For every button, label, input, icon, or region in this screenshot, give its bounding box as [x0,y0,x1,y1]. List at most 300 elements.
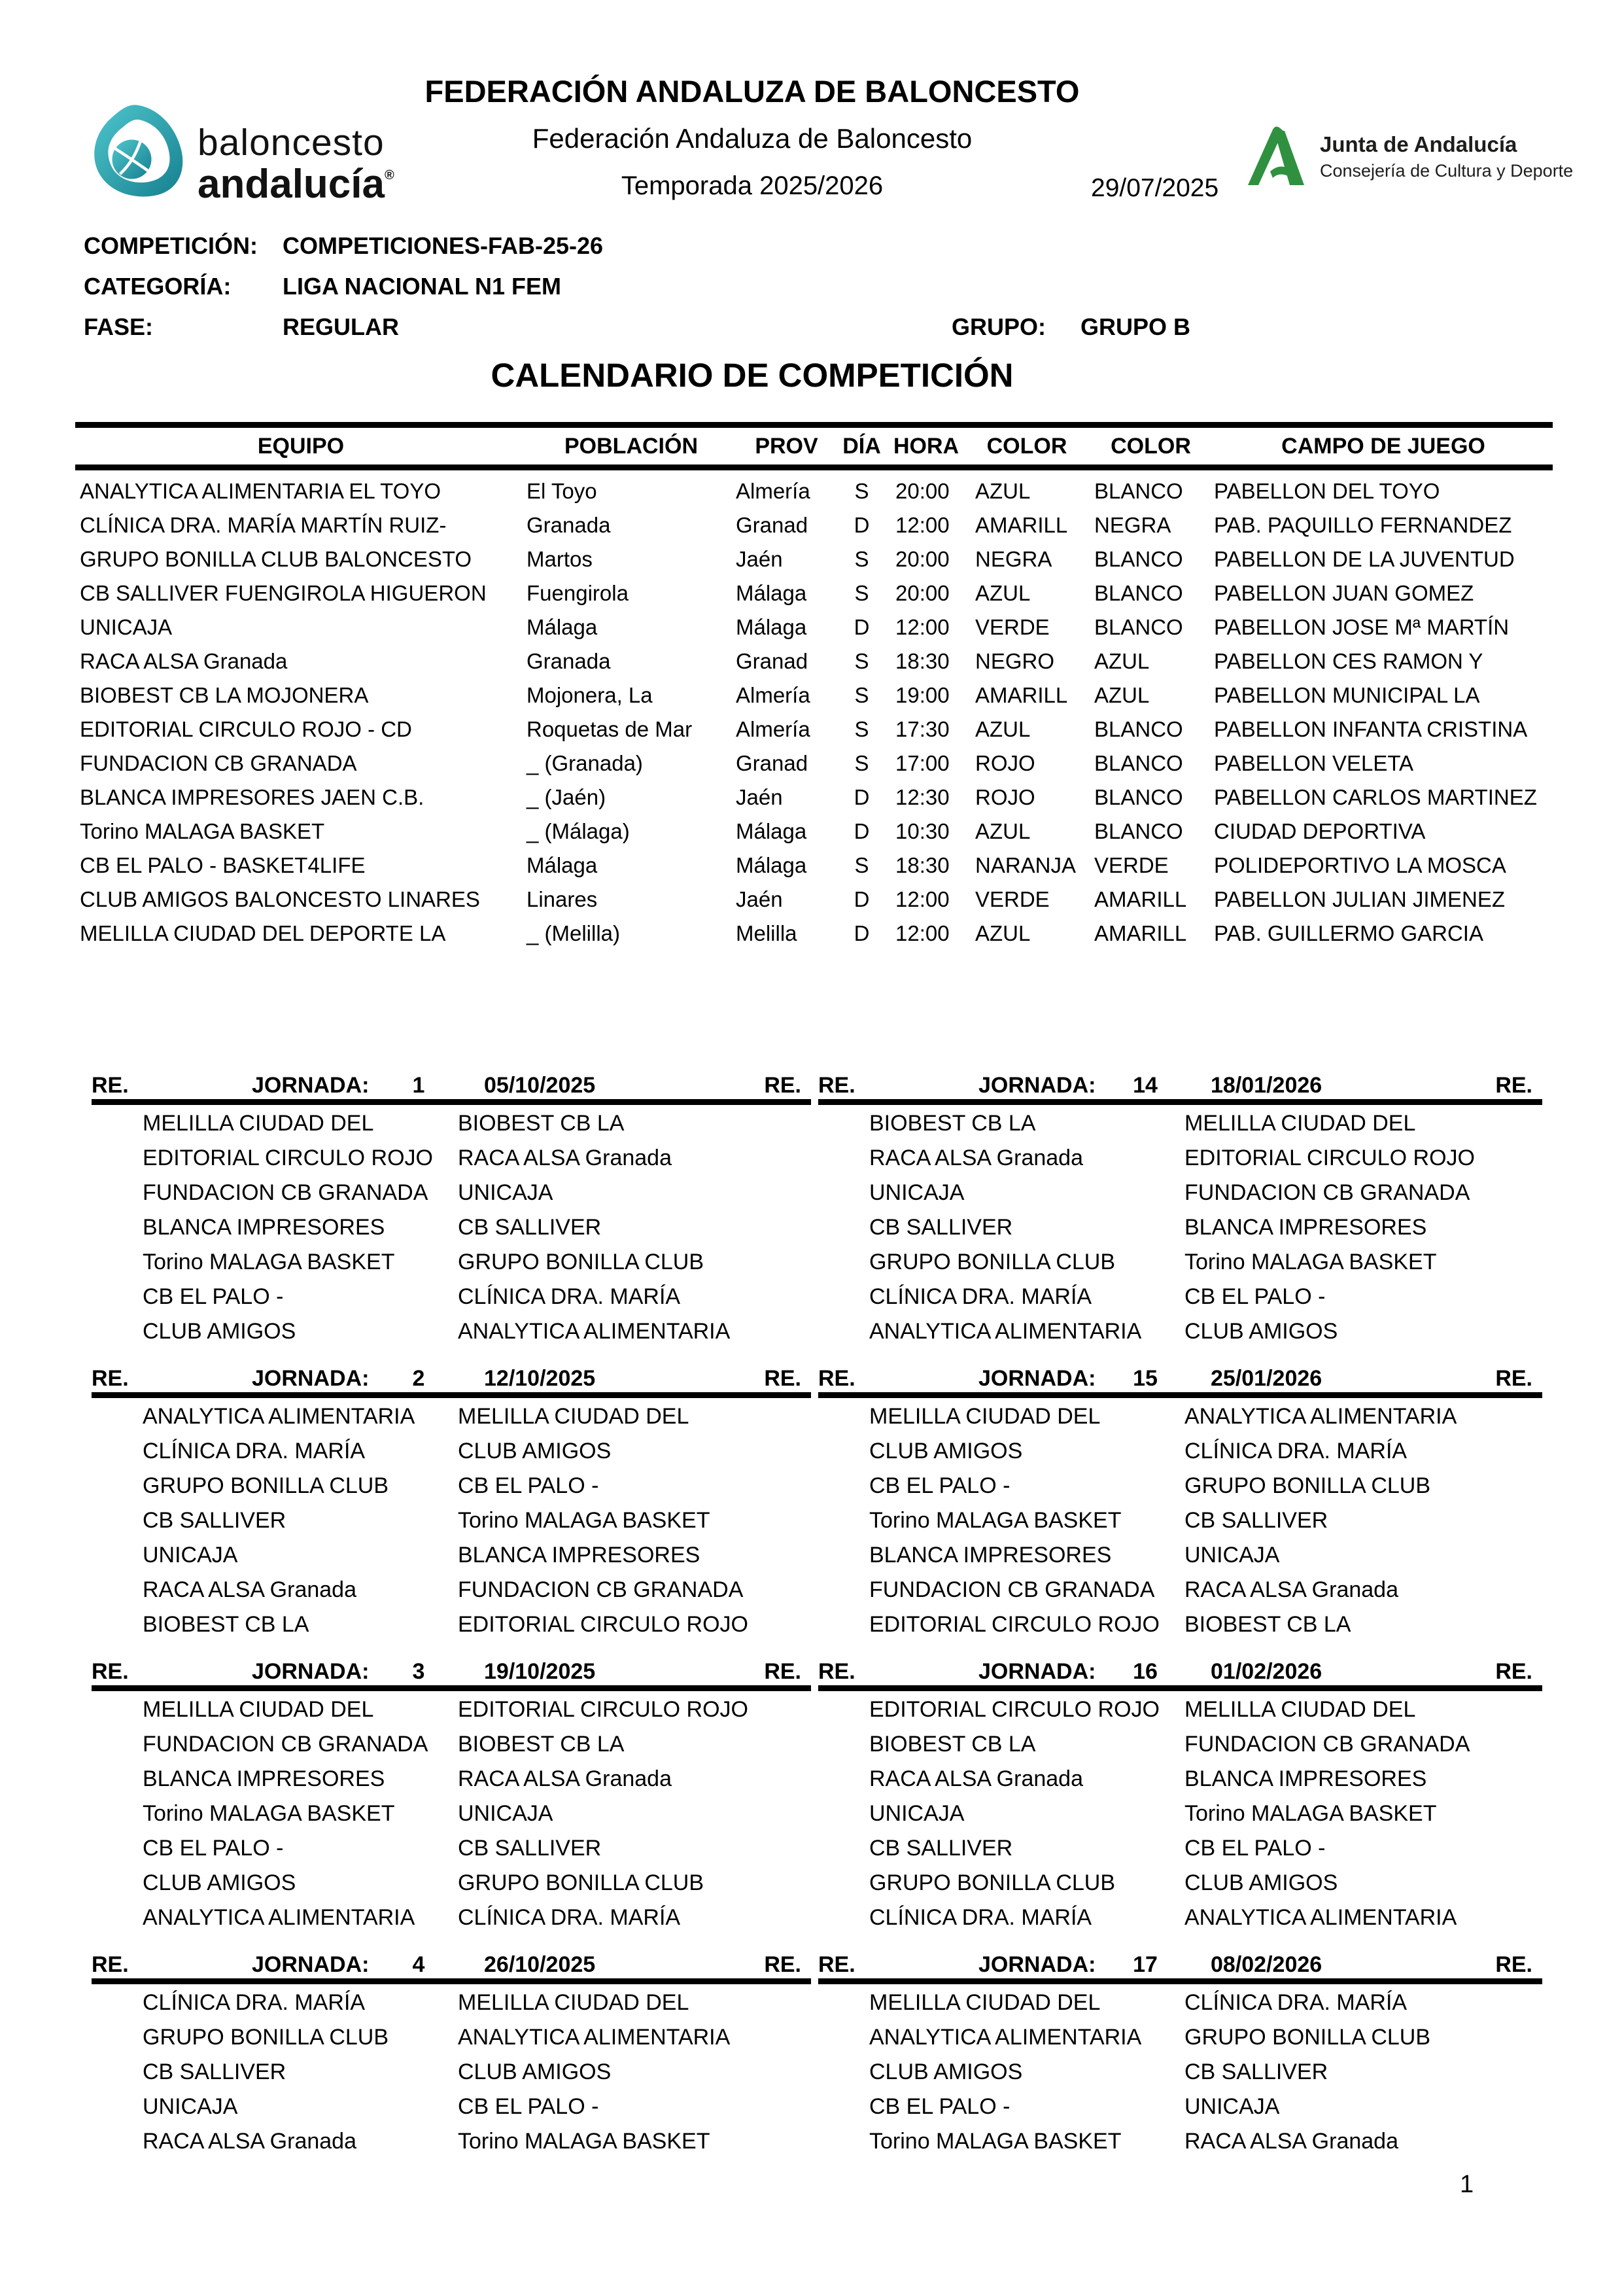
match-row [92,1692,811,1727]
competition-label: COMPETICIÓN: [84,232,258,259]
cell-equipo: CB EL PALO - BASKET4LIFE [80,853,366,877]
registered-mark: ® [385,168,394,183]
away-team: ANALYTICA ALIMENTARIA [458,2025,731,2050]
home-team: BIOBEST CB LA [869,1732,1036,1757]
match-row [92,1106,811,1141]
away-team: MELILLA CIUDAD DEL [1184,1697,1416,1722]
cell-color-1: AZUL [975,479,1031,503]
cell-color-1: ROJO [975,751,1035,775]
cell-prov: Almería [736,717,810,741]
jornada-date: 01/02/2026 [1211,1659,1322,1684]
col-header-hora: HORA [893,433,959,459]
result-column-label-right: RE. [764,1952,801,1977]
cell-dia: S [854,853,869,877]
jornada-header [92,1366,811,1392]
cell-poblacion: Linares [527,887,598,911]
result-column-label-right: RE. [764,1366,801,1391]
cell-campo: PAB. PAQUILLO FERNANDEZ [1214,513,1512,537]
cell-color-2: AMARILL [1094,921,1187,945]
away-team: EDITORIAL CIRCULO ROJO [458,1697,748,1722]
cell-campo: PABELLON JOSE Mª MARTÍN [1214,615,1510,639]
junta-text [1320,132,1573,181]
cell-hora: 20:00 [895,547,950,571]
cell-dia: S [854,479,869,503]
home-team: MELILLA CIUDAD DEL [869,1404,1101,1429]
logo-wordmark-line1: baloncesto [198,122,385,164]
match-row [818,1210,1542,1245]
phase-value: REGULAR [283,313,399,340]
match-row [818,1692,1542,1727]
table-row [75,849,1553,883]
col-header-poblacion: POBLACIÓN [564,433,698,459]
category-value: LIGA NACIONAL N1 FEM [283,273,562,300]
table-row [75,746,1553,780]
result-column-label-right: RE. [764,1073,801,1098]
home-team: ANALYTICA ALIMENTARIA [869,1319,1142,1344]
cell-color-2: AZUL [1094,649,1150,673]
away-team: EDITORIAL CIRCULO ROJO [458,1612,748,1637]
home-team: GRUPO BONILLA CLUB [869,1250,1116,1274]
jornada-rule [92,1099,811,1105]
jornada-rule [92,1392,811,1398]
away-team: CB EL PALO - [1184,1284,1326,1309]
cell-poblacion: _ (Granada) [527,751,643,775]
home-team: FUNDACION CB GRANADA [143,1732,428,1757]
match-row [818,1538,1542,1573]
home-team: BIOBEST CB LA [869,1111,1036,1136]
away-team: GRUPO BONILLA CLUB [458,1870,704,1895]
match-row [92,2090,811,2124]
cell-prov: Granad [736,513,808,537]
match-row [92,1503,811,1538]
result-column-label-left: RE. [818,1952,855,1977]
match-row [92,1573,811,1607]
page-number: 1 [1460,2171,1474,2198]
away-team: CLÍNICA DRA. MARÍA [1184,1990,1408,2015]
match-row [818,1986,1542,2020]
cell-poblacion: Granada [527,649,611,673]
jornada-block [92,1073,811,1349]
cell-poblacion: Martos [527,547,593,571]
home-team: CLUB AMIGOS [869,1439,1023,1463]
cell-campo: PABELLON VELETA [1214,751,1414,775]
away-team: FUNDACION CB GRANADA [458,1577,744,1602]
away-team: CLUB AMIGOS [458,1439,612,1463]
result-column-label-left: RE. [92,1952,129,1977]
junta-andalucia-icon [1243,123,1308,188]
cell-dia: D [854,785,870,809]
jornada-rule [818,1099,1542,1105]
jornada-date: 12/10/2025 [484,1366,596,1391]
cell-dia: D [854,887,870,911]
match-row [92,1434,811,1469]
home-team: CLÍNICA DRA. MARÍA [869,1905,1092,1930]
match-row [818,1245,1542,1280]
jornada-label: JORNADA: [252,1659,370,1684]
match-row [92,1727,811,1762]
home-team: CB SALLIVER [143,2059,286,2084]
jornada-header [92,1659,811,1685]
cell-color-1: AMARILL [975,683,1068,707]
table-row [75,474,1553,508]
cell-prov: Jaén [736,547,783,571]
cell-poblacion: _ (Melilla) [527,921,621,945]
print-date: 29/07/2025 [1091,174,1219,202]
jornada-label: JORNADA: [978,1366,1096,1391]
away-team: ANALYTICA ALIMENTARIA [458,1319,731,1344]
match-row [92,1762,811,1796]
cell-color-2: BLANCO [1094,479,1183,503]
jornada-block [818,1952,1542,2159]
cell-dia: S [854,581,869,605]
home-team: CB EL PALO - [869,1473,1011,1498]
away-team: RACA ALSA Granada [458,1766,672,1791]
cell-color-2: AMARILL [1094,887,1187,911]
cell-dia: D [854,921,870,945]
cell-color-1: AMARILL [975,513,1068,537]
home-team: UNICAJA [143,1543,238,1568]
cell-hora: 12:00 [895,921,950,945]
match-row [92,1176,811,1210]
away-team: CB EL PALO - [1184,1836,1326,1861]
match-row [92,1796,811,1831]
cell-hora: 20:00 [895,581,950,605]
away-team: FUNDACION CB GRANADA [1184,1180,1470,1205]
cell-dia: D [854,819,870,843]
away-team: ANALYTICA ALIMENTARIA [1184,1905,1457,1930]
jornada-matches [92,1106,811,1349]
jornada-label: JORNADA: [978,1659,1096,1684]
cell-poblacion: Fuengirola [527,581,629,605]
competition-value: COMPETICIONES-FAB-25-26 [283,232,604,259]
home-team: ANALYTICA ALIMENTARIA [869,2025,1142,2050]
cell-color-2: BLANCO [1094,717,1183,741]
home-team: UNICAJA [869,1180,965,1205]
table-rule-top [75,422,1553,428]
col-header-dia: DÍA [842,433,881,459]
jornada-matches [92,1692,811,1935]
home-team: EDITORIAL CIRCULO ROJO [869,1612,1160,1637]
jornada-label: JORNADA: [252,1366,370,1391]
jornada-block [92,1659,811,1935]
home-team: UNICAJA [143,2094,238,2119]
result-column-label-right: RE. [1495,1659,1532,1684]
jornada-block [92,1366,811,1642]
table-row [75,542,1553,576]
jornada-rule [818,1978,1542,1984]
away-team: CLUB AMIGOS [458,2059,612,2084]
away-team: UNICAJA [1184,1543,1280,1568]
home-team: RACA ALSA Granada [143,1577,356,1602]
home-team: CLUB AMIGOS [869,2059,1023,2084]
home-team: CB EL PALO - [869,2094,1011,2119]
away-team: RACA ALSA Granada [1184,1577,1398,1602]
jornada-block [818,1366,1542,1642]
cell-color-1: AZUL [975,581,1031,605]
jornada-matches [818,1986,1542,2159]
result-column-label-left: RE. [92,1659,129,1684]
jornada-matches [818,1106,1542,1349]
table-header-row [75,428,1553,464]
jornada-number: 16 [1133,1659,1158,1684]
phase-label: FASE: [84,313,154,340]
home-team: CLUB AMIGOS [143,1319,296,1344]
match-row [818,1399,1542,1434]
away-team: RACA ALSA Granada [1184,2129,1398,2154]
home-team: FUNDACION CB GRANADA [869,1577,1155,1602]
result-column-label-left: RE. [818,1073,855,1098]
match-row [92,1280,811,1314]
cell-prov: Jaén [736,785,783,809]
home-team: GRUPO BONILLA CLUB [143,2025,389,2050]
away-team: ANALYTICA ALIMENTARIA [1184,1404,1457,1429]
jornada-rule [818,1392,1542,1398]
jornada-date: 19/10/2025 [484,1659,596,1684]
result-column-label-left: RE. [818,1659,855,1684]
cell-color-1: AZUL [975,819,1031,843]
home-team: ANALYTICA ALIMENTARIA [143,1905,415,1930]
home-team: MELILLA CIUDAD DEL [869,1990,1101,2015]
jornada-date: 05/10/2025 [484,1073,596,1098]
away-team: BIOBEST CB LA [458,1111,625,1136]
cell-campo: PABELLON CES RAMON Y [1214,649,1483,673]
cell-color-2: BLANCO [1094,819,1183,843]
cell-equipo: BIOBEST CB LA MOJONERA [80,683,369,707]
home-team: CB SALLIVER [869,1836,1013,1861]
away-team: GRUPO BONILLA CLUB [1184,1473,1431,1498]
cell-prov: Almería [736,479,810,503]
home-team: RACA ALSA Granada [869,1766,1083,1791]
baloncesto-andalucia-logo-icon [90,103,188,201]
cell-campo: PABELLON INFANTA CRISTINA [1214,717,1528,741]
cell-prov: Almería [736,683,810,707]
cell-color-1: ROJO [975,785,1035,809]
jornada-header [818,1659,1542,1685]
cell-campo: PABELLON DE LA JUVENTUD [1214,547,1515,571]
home-team: RACA ALSA Granada [143,2129,356,2154]
cell-poblacion: Málaga [527,853,598,877]
jornada-rule [92,1685,811,1691]
cell-campo: CIUDAD DEPORTIVA [1214,819,1426,843]
match-row [818,1727,1542,1762]
cell-equipo: MELILLA CIUDAD DEL DEPORTE LA [80,921,446,945]
cell-color-2: AZUL [1094,683,1150,707]
table-row [75,712,1553,746]
away-team: CB EL PALO - [458,2094,599,2119]
cell-color-1: NARANJA [975,853,1077,877]
match-row [818,1796,1542,1831]
cell-equipo: BLANCA IMPRESORES JAEN C.B. [80,785,424,809]
jornada-number: 3 [412,1659,425,1684]
away-team: Torino MALAGA BASKET [1184,1250,1437,1274]
home-team: EDITORIAL CIRCULO ROJO [869,1697,1160,1722]
away-team: MELILLA CIUDAD DEL [1184,1111,1416,1136]
match-row [92,2055,811,2090]
col-header-equipo: EQUIPO [257,433,345,459]
cell-dia: S [854,683,869,707]
match-row [818,1866,1542,1901]
cell-dia: D [854,513,870,537]
result-column-label-left: RE. [92,1366,129,1391]
match-row [818,1762,1542,1796]
match-row [92,1469,811,1503]
match-row [92,1141,811,1176]
away-team: UNICAJA [458,1180,553,1205]
match-row [92,1245,811,1280]
teams-table [75,422,1553,951]
cell-color-2: BLANCO [1094,751,1183,775]
table-row [75,883,1553,917]
cell-equipo: UNICAJA [80,615,173,639]
junta-title: Junta de Andalucía [1320,132,1517,156]
cell-poblacion: _ (Málaga) [527,819,630,843]
home-team: CB EL PALO - [143,1284,284,1309]
cell-prov: Málaga [736,853,807,877]
cell-dia: S [854,649,869,673]
cell-prov: Málaga [736,615,807,639]
home-team: CLÍNICA DRA. MARÍA [869,1284,1092,1309]
home-team: GRUPO BONILLA CLUB [143,1473,389,1498]
match-row [818,1607,1542,1642]
table-row [75,644,1553,678]
match-row [818,1469,1542,1503]
col-header-campo: CAMPO DE JUEGO [1281,433,1485,459]
away-team: CB SALLIVER [1184,2059,1328,2084]
away-team: Torino MALAGA BASKET [1184,1801,1437,1826]
jornada-date: 25/01/2026 [1211,1366,1322,1391]
cell-campo: PABELLON DEL TOYO [1214,479,1440,503]
away-team: FUNDACION CB GRANADA [1184,1732,1470,1757]
home-team: BLANCA IMPRESORES [143,1215,385,1240]
cell-color-1: NEGRA [975,547,1052,571]
away-team: CLÍNICA DRA. MARÍA [458,1905,681,1930]
cell-hora: 17:30 [895,717,950,741]
match-row [92,1399,811,1434]
cell-color-2: BLANCO [1094,547,1183,571]
jornada-header [818,1366,1542,1392]
home-team: UNICAJA [869,1801,965,1826]
match-row [818,1831,1542,1866]
home-team: GRUPO BONILLA CLUB [869,1870,1116,1895]
home-team: CB SALLIVER [869,1215,1013,1240]
match-row [92,1607,811,1642]
away-team: CLUB AMIGOS [1184,1870,1338,1895]
away-team: BIOBEST CB LA [458,1732,625,1757]
cell-hora: 18:30 [895,853,950,877]
match-row [818,2124,1542,2159]
jornada-block [818,1073,1542,1349]
away-team: GRUPO BONILLA CLUB [1184,2025,1431,2050]
table-row [75,610,1553,644]
match-row [818,1314,1542,1349]
table-row [75,815,1553,849]
home-team: BIOBEST CB LA [143,1612,309,1637]
jornada-rule [818,1685,1542,1691]
match-row [92,1831,811,1866]
cell-equipo: EDITORIAL CIRCULO ROJO - CD [80,717,412,741]
table-rule-header [75,464,1553,470]
cell-dia: S [854,547,869,571]
calendar-title: CALENDARIO DE COMPETICIÓN [491,357,1014,394]
jornada-rule [92,1978,811,1984]
home-team: Torino MALAGA BASKET [143,1801,395,1826]
home-team: Torino MALAGA BASKET [869,1508,1122,1533]
cell-hora: 12:00 [895,887,950,911]
cell-color-2: VERDE [1094,853,1169,877]
table-row [75,917,1553,951]
away-team: GRUPO BONILLA CLUB [458,1250,704,1274]
cell-equipo: RACA ALSA Granada [80,649,288,673]
home-team: Torino MALAGA BASKET [869,2129,1122,2154]
jornada-number: 1 [412,1073,425,1098]
home-team: Torino MALAGA BASKET [143,1250,395,1274]
jornada-date: 26/10/2025 [484,1952,596,1977]
home-team: CLUB AMIGOS [143,1870,296,1895]
cell-hora: 12:00 [895,615,950,639]
jornada-grid [92,1073,1542,2159]
away-team: CB SALLIVER [458,1836,602,1861]
away-team: UNICAJA [1184,2094,1280,2119]
cell-equipo: CLÍNICA DRA. MARÍA MARTÍN RUIZ- [80,513,447,537]
group-label: GRUPO: [952,313,1046,340]
cell-campo: PABELLON JUAN GOMEZ [1214,581,1474,605]
match-row [818,1141,1542,1176]
cell-color-2: BLANCO [1094,615,1183,639]
season-label: Temporada 2025/2026 [621,171,884,200]
jornada-block [92,1952,811,2159]
cell-color-2: BLANCO [1094,581,1183,605]
jornada-label: JORNADA: [978,1952,1096,1977]
cell-equipo: CB SALLIVER FUENGIROLA HIGUERON [80,581,487,605]
cell-color-2: NEGRA [1094,513,1171,537]
jornada-matches [818,1399,1542,1642]
match-row [818,1503,1542,1538]
match-row [818,1176,1542,1210]
away-team: EDITORIAL CIRCULO ROJO [1184,1146,1475,1170]
cell-prov: Málaga [736,581,807,605]
cell-poblacion: _ (Jaén) [527,785,606,809]
home-team: BLANCA IMPRESORES [869,1543,1112,1568]
cell-campo: PAB. GUILLERMO GARCIA [1214,921,1483,945]
cell-hora: 12:00 [895,513,950,537]
cell-color-1: AZUL [975,921,1031,945]
cell-prov: Málaga [736,819,807,843]
home-team: MELILLA CIUDAD DEL [143,1111,374,1136]
away-team: CLÍNICA DRA. MARÍA [1184,1439,1408,1463]
category-label: CATEGORÍA: [84,273,232,300]
cell-equipo: GRUPO BONILLA CLUB BALONCESTO [80,547,472,571]
match-row [92,1314,811,1349]
match-row [818,1901,1542,1935]
match-row [92,2020,811,2055]
cell-hora: 19:00 [895,683,950,707]
jornada-label: JORNADA: [252,1073,370,1098]
result-column-label-left: RE. [818,1366,855,1391]
away-team: BLANCA IMPRESORES [1184,1215,1427,1240]
cell-hora: 20:00 [895,479,950,503]
cell-poblacion: Mojonera, La [527,683,653,707]
home-team: FUNDACION CB GRANADA [143,1180,428,1205]
cell-dia: D [854,615,870,639]
cell-equipo: ANALYTICA ALIMENTARIA EL TOYO [80,479,441,503]
table-row [75,780,1553,815]
away-team: MELILLA CIUDAD DEL [458,1404,689,1429]
jornada-matches [818,1692,1542,1935]
cell-hora: 18:30 [895,649,950,673]
home-team: EDITORIAL CIRCULO ROJO [143,1146,433,1170]
match-row [818,1106,1542,1141]
away-team: CB EL PALO - [458,1473,599,1498]
